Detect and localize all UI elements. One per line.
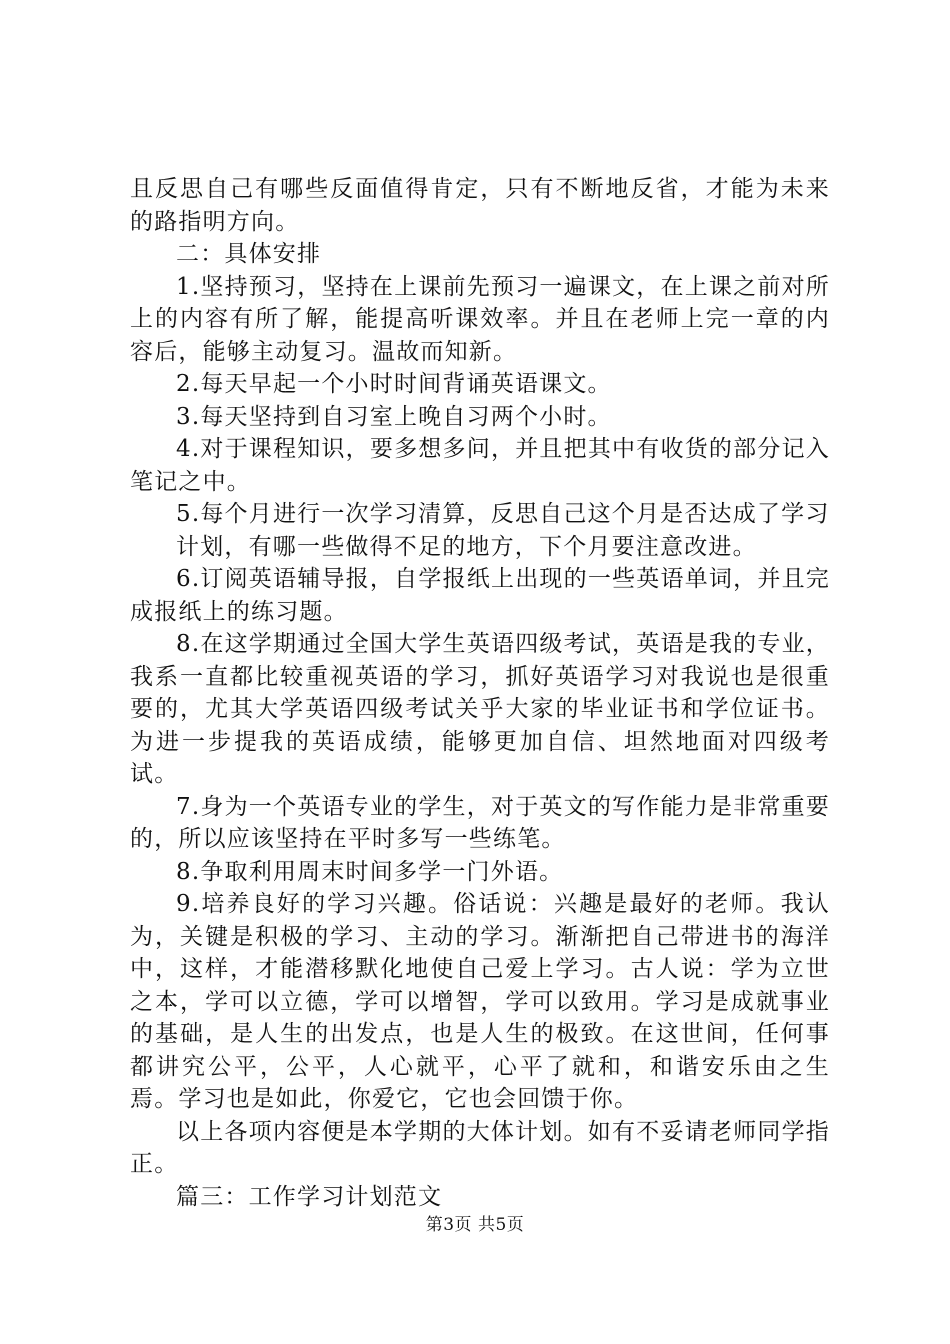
document-body <box>130 173 830 1213</box>
plan-item-5: 5.每个月进行一次学习清算，反思自己这个月是否达成了学习 <box>176 501 830 527</box>
plan-item-7: 7.身为一个英语专业的学生，对于英文的写作能力是非常重要的，所以应该坚持在平时多写一些练笔。 <box>130 793 830 852</box>
plan-item-6: 6.订阅英语辅导报，自学报纸上出现的一些英语单词，并且完成报纸上的练习题。 <box>130 566 830 625</box>
plan-item-3: 3.每天坚持到自习室上晚自习两个小时。 <box>176 403 612 430</box>
page-number-footer: 第3页 共5页 <box>425 1215 525 1235</box>
next-article-heading: 篇三：工作学习计划范文 <box>176 1183 443 1210</box>
plan-item-5-continued: 计划，有哪一些做得不足的地方，下个月要注意改进。 <box>176 533 757 560</box>
plan-item-2: 2.每天早起一个小时时间背诵英语课文。 <box>176 371 612 397</box>
plan-item-8-language: 8.争取利用周末时间多学一门外语。 <box>176 858 564 885</box>
closing-paragraph: 以上各项内容便是本学期的大体计划。如有不妥请老师同学指正。 <box>130 1118 830 1177</box>
plan-item-9: 9.培养良好的学习兴趣。俗话说：兴趣是最好的老师。我认为，关键是积极的学习、主动的学习。渐渐把自己带进书的海洋中，这样，才能潜移默化地使自己爱上学习。古人说：学为立世之本，学可以立德，学可以增智，学可以致用。学习是成就事业的基础，是人生的出发点，也是人生的极致。在这世间，任何事都讲究公平，公平，人心就平，心平了就和，和谐安乐由之生焉。学习也是如此，你爱它，它也会回馈于你。 <box>130 891 830 1112</box>
plan-item-4: 4.对于课程知识，要多想多问，并且把其中有收货的部分记入笔记之中。 <box>130 436 830 495</box>
plan-item-8-cet4: 8.在这学期通过全国大学生英语四级考试，英语是我的专业，我系一直都比较重视英语的学习，抓好英语学习对我说也是很重要的，尤其大学英语四级考试关乎大家的毕业证书和学位证书。为进一步提我的英语成绩，能够更加自信、坦然地面对四级考试。 <box>130 631 830 787</box>
paragraph-continuation: 且反思自己有哪些反面值得肯定，只有不断地反省，才能为未来的路指明方向。 <box>130 176 830 235</box>
plan-item-1: 1.坚持预习，坚持在上课前先预习一遍课文，在上课之前对所上的内容有所了解，能提高听课效率。并且在老师上完一章的内容后，能够主动复习。温故而知新。 <box>130 273 830 365</box>
section-heading-specific-arrangements: 二：具体安排 <box>176 241 322 267</box>
